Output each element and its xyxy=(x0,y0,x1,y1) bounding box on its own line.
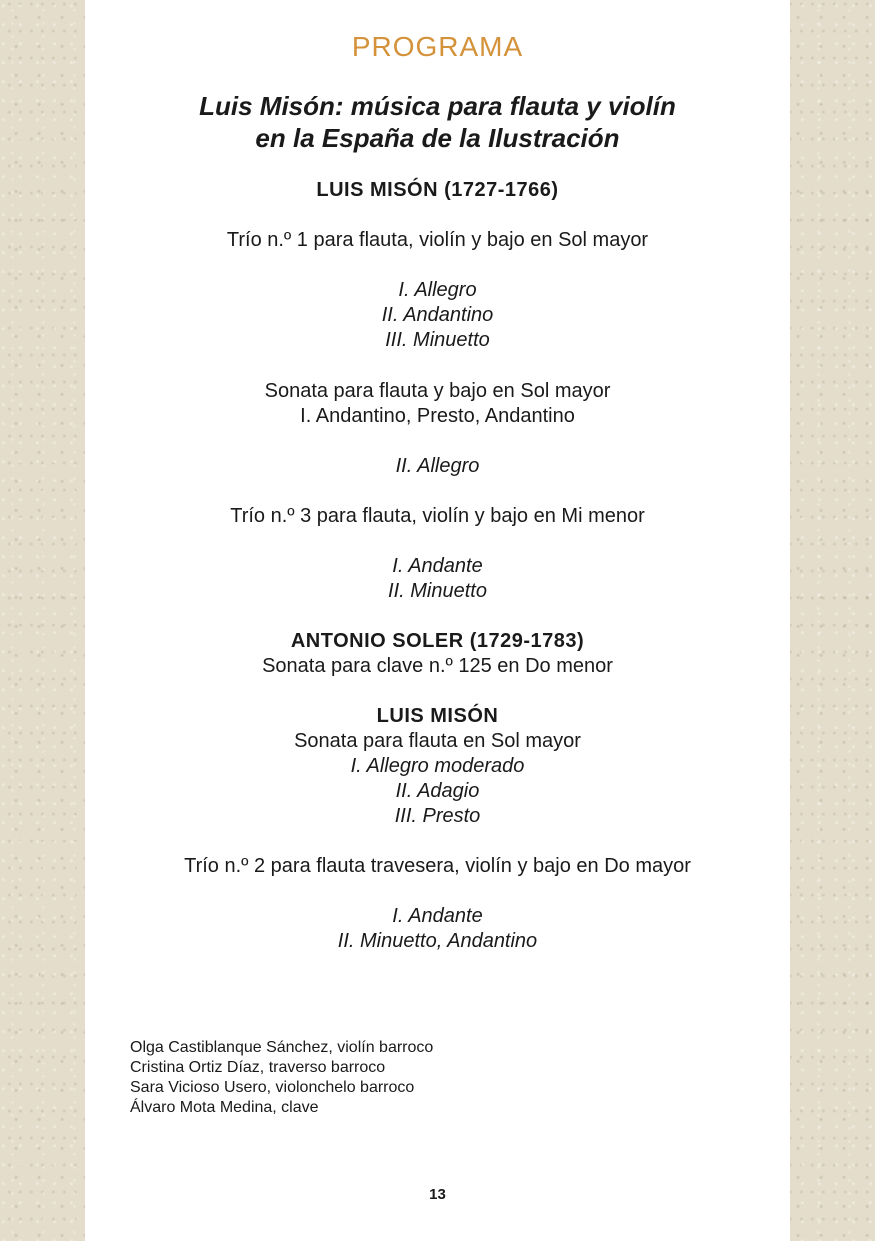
composer-heading-mison: LUIS MISÓN (1727-1766) xyxy=(316,179,559,201)
section-heading: PROGRAMA xyxy=(351,31,524,62)
page-number: 13 xyxy=(429,1186,446,1203)
movement: II. Andantino xyxy=(381,304,494,326)
work-title-sonata-clave: Sonata para clave n.º 125 en Do menor xyxy=(262,655,613,677)
composer-heading-mison-2: LUIS MISÓN xyxy=(376,705,499,727)
movement: I. Allegro xyxy=(398,279,477,301)
movement: I. Andante xyxy=(392,555,483,577)
performer: Álvaro Mota Medina, clave xyxy=(130,1099,319,1116)
movement: I. Allegro moderado xyxy=(350,755,525,777)
movement: II. Minuetto, Andantino xyxy=(337,930,538,952)
concert-title-line-2: en la España de la Ilustración xyxy=(255,123,620,153)
movement: II. Allegro xyxy=(395,455,480,477)
movement: III. Presto xyxy=(394,805,481,827)
performer: Sara Vicioso Usero, violonchelo barroco xyxy=(130,1079,415,1096)
work-title-sonata-sol: Sonata para flauta y bajo en Sol mayor xyxy=(264,380,611,402)
work-title-trio-3: Trío n.º 3 para flauta, violín y bajo en Mi menor xyxy=(230,505,645,527)
movement: II. Minuetto xyxy=(388,580,487,602)
work-title-trio-2: Trío n.º 2 para flauta travesera, violín y bajo en Do mayor xyxy=(184,855,691,877)
performer: Olga Castiblanque Sánchez, violín barroco xyxy=(130,1039,434,1056)
performer: Cristina Ortiz Díaz, traverso barroco xyxy=(130,1059,386,1076)
movement: I. Andantino, Presto, Andantino xyxy=(300,405,575,427)
concert-title-line-1: Luis Misón: música para flauta y violín xyxy=(199,91,676,121)
program-page xyxy=(85,0,790,1241)
work-title-trio-1: Trío n.º 1 para flauta, violín y bajo en Sol mayor xyxy=(226,229,649,251)
composer-heading-soler: ANTONIO SOLER (1729-1783) xyxy=(290,630,585,652)
work-title-sonata-flauta: Sonata para flauta en Sol mayor xyxy=(294,730,581,752)
movement: III. Minuetto xyxy=(385,329,490,351)
movement: I. Andante xyxy=(392,905,483,927)
movement: II. Adagio xyxy=(395,780,480,802)
performers-list xyxy=(130,1038,730,1118)
